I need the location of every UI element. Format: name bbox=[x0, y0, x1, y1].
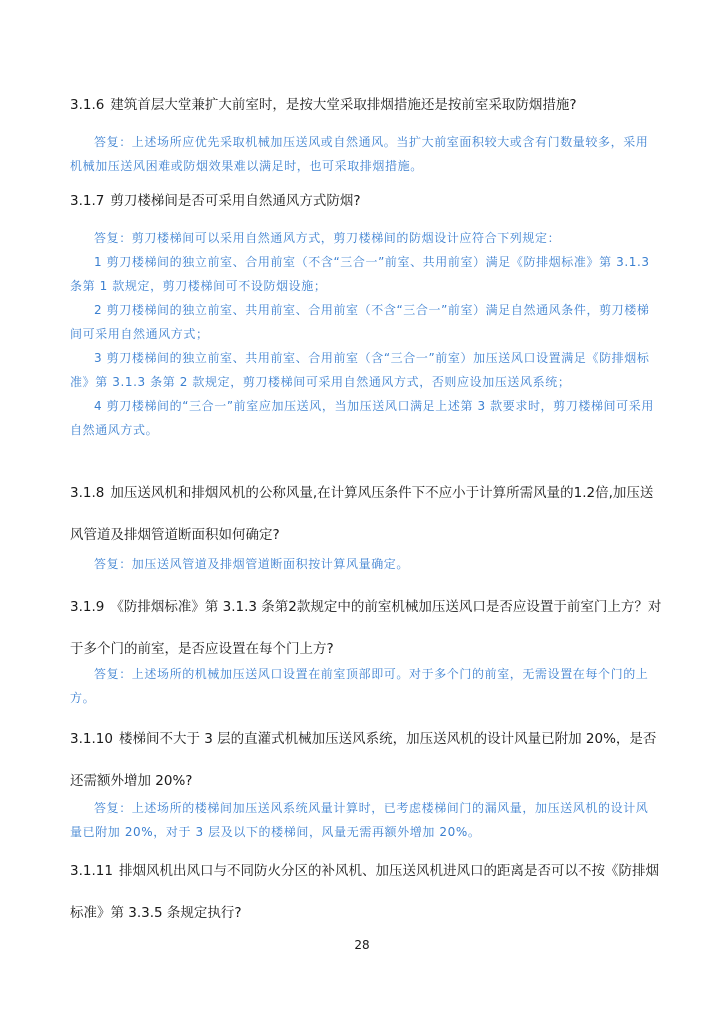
question-number: 3.1.6 bbox=[70, 97, 105, 113]
question-text: 《防排烟标准》第 3.1.3 条第2款规定中的前室机械加压送风口是否应设置于前室门上方？对于多个门的前室，是否应设置在每个门上方? bbox=[70, 599, 662, 657]
answer-paragraph: 答复：上述场所的机械加压送风口设置在前室顶部即可。对于多个门的前室，无需设置在每个门的上方。 bbox=[70, 667, 649, 705]
question-3-1-7 bbox=[70, 180, 662, 222]
question-text: 排烟风机出风口与不同防火分区的补风机、加压送风机进风口的距离是否可以不按《防排烟标准》第 3.3.5 条规定执行? bbox=[70, 863, 659, 921]
question-number: 3.1.11 bbox=[70, 863, 113, 879]
answer-paragraph: 答复：剪刀楼梯间可以采用自然通风方式，剪刀楼梯间的防烟设计应符合下列规定： bbox=[94, 231, 561, 245]
answer-3-1-9 bbox=[70, 662, 658, 710]
question-3-1-10 bbox=[70, 718, 662, 802]
answer-paragraph: 1 剪刀楼梯间的独立前室、合用前室（不含“三合一”前室、共用前室）满足《防排烟标准》第 3.1.3 条第 1 款规定，剪刀楼梯间可不设防烟设施； bbox=[70, 255, 650, 293]
answer-3-1-10 bbox=[70, 796, 658, 844]
question-number: 3.1.7 bbox=[70, 193, 105, 209]
question-text: 建筑首层大堂兼扩大前室时，是按大堂采取排烟措施还是按前室采取防烟措施? bbox=[110, 97, 577, 113]
question-number: 3.1.10 bbox=[70, 731, 113, 747]
question-number: 3.1.9 bbox=[70, 599, 105, 615]
question-3-1-9 bbox=[70, 586, 662, 670]
page-number: 28 bbox=[354, 938, 370, 952]
question-text: 剪刀楼梯间是否可采用自然通风方式防烟? bbox=[110, 193, 361, 209]
answer-paragraph: 答复：加压送风管道及排烟管道断面积按计算风量确定。 bbox=[94, 557, 410, 571]
answer-paragraph: 2 剪刀楼梯间的独立前室、共用前室、合用前室（不含“三合一”前室）满足自然通风条件，剪刀楼梯间可采用自然通风方式； bbox=[70, 303, 650, 341]
question-3-1-11 bbox=[70, 850, 662, 934]
answer-paragraph: 4 剪刀楼梯间的“三合一”前室应加压送风，当加压送风口满足上述第 3 款要求时，剪刀楼梯间可采用自然通风方式。 bbox=[70, 399, 654, 437]
question-text: 加压送风机和排烟风机的公称风量,在计算风压条件下不应小于计算所需风量的1.2倍,加压送风管道及排烟管道断面积如何确定? bbox=[70, 485, 654, 543]
question-3-1-8 bbox=[70, 472, 662, 556]
question-number: 3.1.8 bbox=[70, 485, 105, 501]
answer-paragraph: 3 剪刀楼梯间的独立前室、共用前室、合用前室（含“三合一”前室）加压送风口设置满足《防排烟标准》第 3.1.3 条第 2 款规定，剪刀楼梯间可采用自然通风方式，否则应设加压送风系统； bbox=[70, 351, 650, 389]
answer-3-1-7 bbox=[70, 226, 658, 442]
answer-3-1-8 bbox=[70, 552, 658, 576]
question-text: 楼梯间不大于 3 层的直灌式机械加压送风系统，加压送风机的设计风量已附加 20%，是否还需额外增加 20%? bbox=[70, 731, 657, 789]
answer-3-1-6 bbox=[70, 130, 658, 178]
answer-paragraph: 答复：上述场所应优先采取机械加压送风或自然通风。当扩大前室面积较大或含有门数量较多，采用机械加压送风困难或防烟效果难以满足时，也可采取排烟措施。 bbox=[70, 135, 649, 173]
answer-paragraph: 答复：上述场所的楼梯间加压送风系统风量计算时，已考虑楼梯间门的漏风量，加压送风机的设计风量已附加 20%，对于 3 层及以下的楼梯间，风量无需再额外增加 20%。 bbox=[70, 801, 649, 839]
question-3-1-6 bbox=[70, 84, 662, 126]
